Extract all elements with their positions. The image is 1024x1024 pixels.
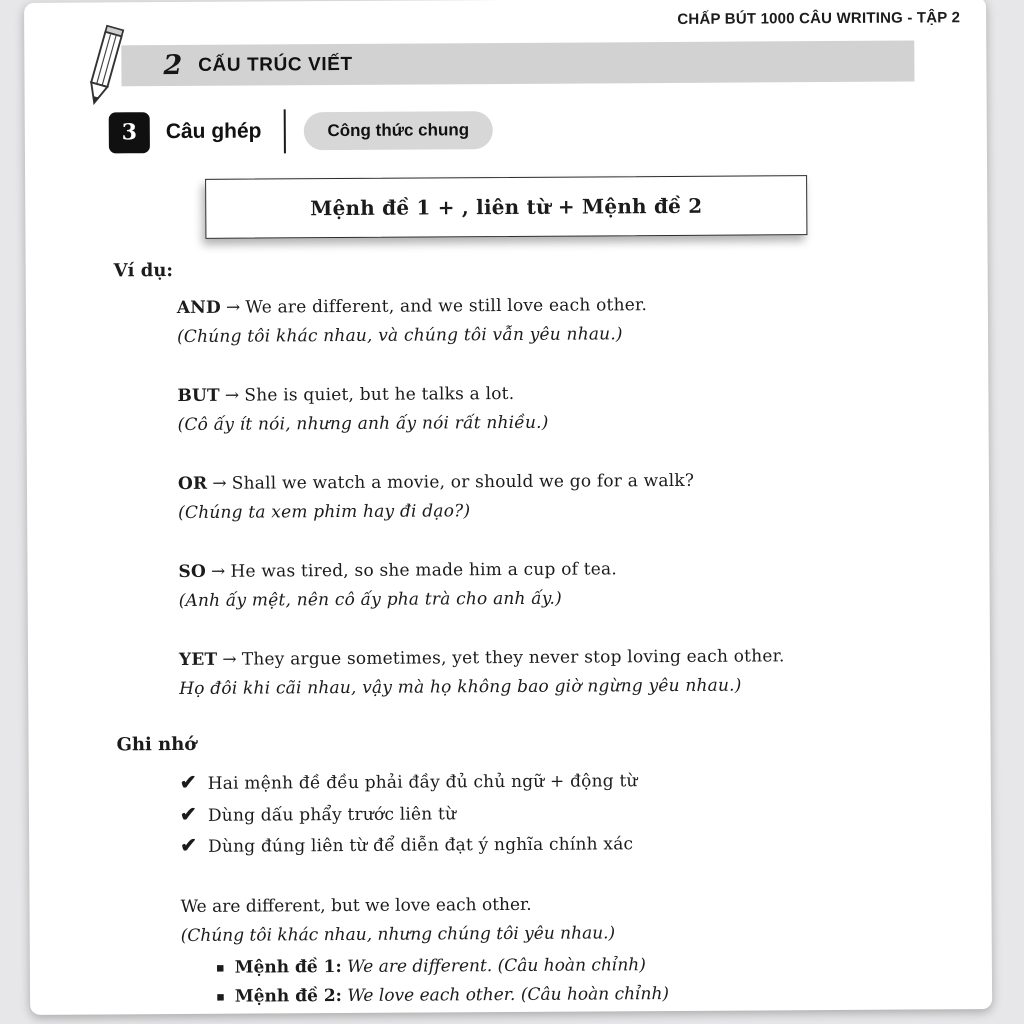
note-text: Dùng dấu phẩy trước liên từ bbox=[207, 803, 457, 826]
notes-heading: Ghi nhớ bbox=[116, 733, 197, 756]
example-vietnamese: Họ đôi khi cãi nhau, vậy mà họ không bao giờ ngừng yêu nhau.) bbox=[179, 675, 742, 700]
example-so bbox=[178, 553, 953, 616]
conjunction-label: AND bbox=[176, 297, 222, 319]
example-but bbox=[177, 377, 952, 440]
section-number: 2 bbox=[163, 49, 183, 82]
example-english-text: We are different, and we still love each other. bbox=[245, 295, 648, 318]
example-english bbox=[178, 553, 953, 587]
note-text: Dùng đúng liên từ để diễn đạt ý nghĩa chính xác bbox=[208, 834, 634, 857]
example-yet bbox=[179, 641, 954, 704]
bullet-icon: ▪ bbox=[216, 989, 225, 1005]
summary-english: We are different, but we love each other. bbox=[180, 894, 532, 917]
bullet-item bbox=[216, 949, 956, 983]
example-and bbox=[177, 289, 952, 352]
book-title-header: CHẤP BÚT 1000 CÂU WRITING - TẬP 2 bbox=[677, 9, 961, 28]
example-english bbox=[177, 289, 952, 323]
subsection-number-badge bbox=[109, 112, 150, 153]
summary-example bbox=[180, 888, 955, 951]
arrow-icon: → bbox=[224, 385, 240, 406]
examples-heading: Ví dụ: bbox=[113, 260, 174, 282]
check-icon: ✔ bbox=[179, 801, 198, 826]
formula-box bbox=[205, 175, 807, 239]
clause-bullets bbox=[216, 949, 956, 1013]
arrow-icon: → bbox=[212, 473, 227, 494]
arrow-icon: → bbox=[225, 297, 241, 318]
conjunction-label: YET bbox=[178, 649, 218, 671]
conjunction-label: OR bbox=[177, 473, 208, 495]
note-item bbox=[180, 826, 955, 862]
subsection-header bbox=[109, 108, 494, 154]
subsection-badge: Công thức chung bbox=[303, 111, 493, 150]
note-text: Hai mệnh đề đều phải đầy đủ chủ ngữ + động từ bbox=[207, 771, 638, 794]
bullet-label: Mệnh đề 1: bbox=[234, 956, 342, 978]
arrow-icon: → bbox=[222, 649, 237, 670]
subsection-title: Câu ghép bbox=[165, 119, 262, 144]
page-content bbox=[114, 255, 957, 1013]
example-vietnamese: (Chúng ta xem phim hay đi dạo?) bbox=[178, 501, 471, 524]
examples-list bbox=[177, 289, 954, 704]
example-english-text: She is quiet, but he talks a lot. bbox=[244, 383, 515, 406]
note-item bbox=[180, 795, 955, 831]
formula-text: Mệnh đề 1 + , liên từ + Mệnh đề 2 bbox=[310, 193, 703, 221]
bullet-text: We love each other. (Câu hoàn chỉnh) bbox=[347, 984, 670, 1006]
example-english bbox=[177, 377, 952, 411]
bullet-item bbox=[216, 978, 956, 1012]
bullet-icon: ▪ bbox=[215, 960, 225, 976]
example-vietnamese: (Anh ấy mệt, nên cô ấy pha trà cho anh ấy.) bbox=[178, 588, 562, 612]
pencil-icon bbox=[72, 20, 137, 113]
document-page bbox=[24, 0, 992, 1015]
note-item bbox=[180, 763, 955, 799]
example-english-text: He was tired, so she made him a cup of tea. bbox=[230, 559, 618, 582]
example-english bbox=[179, 641, 954, 675]
subsection-number: 3 bbox=[121, 119, 138, 146]
conjunction-label: SO bbox=[178, 561, 207, 583]
check-icon: ✔ bbox=[179, 769, 197, 795]
example-vietnamese: (Chúng tôi khác nhau, và chúng tôi vẫn yêu nhau.) bbox=[176, 324, 623, 348]
arrow-icon: → bbox=[210, 561, 226, 582]
conjunction-label: BUT bbox=[177, 385, 220, 407]
bullet-text: We are different. (Câu hoàn chỉnh) bbox=[347, 954, 646, 977]
check-icon: ✔ bbox=[180, 832, 198, 857]
example-or bbox=[178, 465, 953, 528]
vertical-divider bbox=[283, 109, 285, 153]
bullet-label: Mệnh đề 2: bbox=[234, 986, 342, 1007]
example-english bbox=[178, 465, 953, 499]
summary-vietnamese: (Chúng tôi khác nhau, nhưng chúng tôi yêu nhau.) bbox=[180, 922, 616, 946]
notes-list bbox=[180, 763, 956, 862]
section-banner bbox=[121, 41, 914, 87]
example-english-text: They argue sometimes, yet they never stop loving each other. bbox=[241, 646, 785, 670]
section-title: CẤU TRÚC VIẾT bbox=[198, 53, 353, 76]
example-vietnamese: (Cô ấy ít nói, nhưng anh ấy nói rất nhiều.) bbox=[177, 412, 549, 436]
example-english-text: Shall we watch a movie, or should we go for a walk? bbox=[231, 470, 695, 494]
